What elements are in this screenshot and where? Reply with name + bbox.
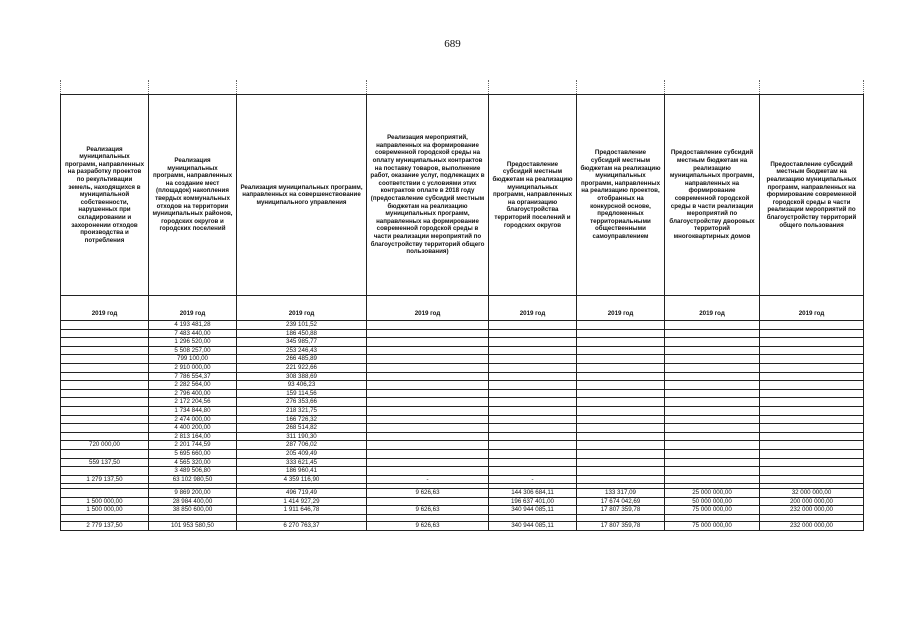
table-cell: 1 279 137,50 — [61, 475, 149, 484]
table-cell — [665, 329, 760, 338]
table-cell — [367, 389, 489, 398]
table-cell — [665, 458, 760, 467]
table-cell: 720 000,00 — [61, 441, 149, 450]
table-cell — [577, 475, 665, 484]
table-body — [61, 321, 864, 531]
table-cell: 1 500 000,00 — [61, 506, 149, 515]
table-cell: 38 850 600,00 — [149, 506, 237, 515]
table-row — [61, 449, 864, 458]
table-cell — [61, 346, 149, 355]
table-cell: 50 000 000,00 — [665, 497, 760, 506]
table-cell — [61, 321, 149, 330]
table-cell — [760, 467, 864, 476]
table-cell — [489, 415, 577, 424]
table-cell — [61, 467, 149, 476]
table-cell — [367, 406, 489, 415]
table-cell — [760, 449, 864, 458]
table-cell — [665, 406, 760, 415]
table-cell — [489, 467, 577, 476]
table-cell — [61, 329, 149, 338]
table-cell: 266 485,89 — [237, 355, 367, 364]
year-label: 2019 год — [61, 296, 149, 321]
table-cell — [367, 355, 489, 364]
table-cell: 311 190,30 — [237, 432, 367, 441]
table-cell: 186 960,41 — [237, 467, 367, 476]
table-cell — [61, 355, 149, 364]
table-cell: 3 489 506,80 — [149, 467, 237, 476]
table-cell — [577, 432, 665, 441]
table-cell: 144 306 684,11 — [489, 489, 577, 498]
table-cell: 17 807 359,78 — [577, 506, 665, 515]
table-row — [61, 415, 864, 424]
table-cell: 287 706,02 — [237, 441, 367, 450]
table-cell — [61, 489, 149, 498]
table-cell: 218 321,75 — [237, 406, 367, 415]
table-cell — [665, 346, 760, 355]
column-header: Реализация муниципальных программ, направленных на разработку проектов по рекультивации земель, находящихся в муниципальной собственности, нарушенных при складировании и захоронении отходов производства и потребления — [61, 95, 149, 296]
table-cell: 496 719,49 — [237, 489, 367, 498]
page-number: 689 — [444, 38, 461, 50]
table-cell: 2 796 400,00 — [149, 389, 237, 398]
table-cell — [760, 329, 864, 338]
table-cell — [760, 515, 864, 522]
table-cell — [760, 424, 864, 433]
table-cell: 9 626,63 — [367, 489, 489, 498]
table-cell: 159 114,56 — [237, 389, 367, 398]
table-cell: 340 944 085,11 — [489, 506, 577, 515]
table-cell: 25 000 000,00 — [665, 489, 760, 498]
table-cell — [489, 406, 577, 415]
table-row — [61, 355, 864, 364]
year-label: 2019 год — [489, 296, 577, 321]
table-row — [61, 441, 864, 450]
table-cell — [367, 415, 489, 424]
table-cell — [665, 475, 760, 484]
table-cell: 4 400 200,00 — [149, 424, 237, 433]
table-cell — [367, 329, 489, 338]
table-cell: 308 388,69 — [237, 372, 367, 381]
table-cell: 5 695 660,00 — [149, 449, 237, 458]
table-cell — [760, 398, 864, 407]
table-cell: 9 869 200,00 — [149, 489, 237, 498]
table-cell: 232 000 000,00 — [760, 506, 864, 515]
table-cell: 799 100,00 — [149, 355, 237, 364]
year-label: 2019 год — [577, 296, 665, 321]
column-header: Предоставление субсидий местным бюджетам на реализацию муниципальных программ, направленных на реализацию проектов, отобранных на конкурсной основе, предложенных территориальными общественными самоуправлением — [577, 95, 665, 296]
table-row — [61, 406, 864, 415]
table-cell — [577, 363, 665, 372]
budget-table — [60, 80, 864, 531]
table-cell — [367, 449, 489, 458]
table-cell — [760, 432, 864, 441]
table-cell — [489, 381, 577, 390]
table-cell — [665, 381, 760, 390]
table-cell: 2 282 564,00 — [149, 381, 237, 390]
table-cell — [577, 515, 665, 522]
table-cell: 2 813 164,00 — [149, 432, 237, 441]
table-cell: 1 414 927,29 — [237, 497, 367, 506]
table-cell: 7 483 440,00 — [149, 329, 237, 338]
table-cell — [367, 441, 489, 450]
table-cell: 239 101,52 — [237, 321, 367, 330]
table-cell — [367, 432, 489, 441]
table-cell — [760, 406, 864, 415]
table-cell: 166 726,32 — [237, 415, 367, 424]
table-row — [61, 398, 864, 407]
table-row — [61, 321, 864, 330]
column-header: Реализация муниципальных программ, направленных на совершенствование муниципального управления — [237, 95, 367, 296]
year-label: 2019 год — [149, 296, 237, 321]
table-cell: 75 000 000,00 — [665, 522, 760, 531]
table-cell — [665, 372, 760, 381]
table-cell — [577, 372, 665, 381]
year-label: 2019 год — [665, 296, 760, 321]
table-cell — [665, 389, 760, 398]
table-cell — [489, 389, 577, 398]
table-cell — [367, 363, 489, 372]
table-cell — [489, 458, 577, 467]
table-cell — [61, 406, 149, 415]
table-cell — [760, 372, 864, 381]
year-label: 2019 год — [367, 296, 489, 321]
table-cell: 28 984 400,00 — [149, 497, 237, 506]
table-cell: 205 409,49 — [237, 449, 367, 458]
table-cell: 200 000 000,00 — [760, 497, 864, 506]
table-cell: 5 508 257,00 — [149, 346, 237, 355]
table-cell: 93 406,23 — [237, 381, 367, 390]
table-cell: 133 317,09 — [577, 489, 665, 498]
table-cell: 559 137,50 — [61, 458, 149, 467]
table-cell: 2 172 204,56 — [149, 398, 237, 407]
header-gap-row — [61, 80, 864, 95]
table-cell — [367, 346, 489, 355]
table-cell — [367, 467, 489, 476]
table-cell — [665, 515, 760, 522]
table-cell — [665, 398, 760, 407]
table-cell — [665, 415, 760, 424]
table-row — [61, 522, 864, 531]
table-cell — [61, 372, 149, 381]
table-cell — [489, 441, 577, 450]
table-row — [61, 381, 864, 390]
table-cell: - — [367, 475, 489, 484]
table-cell: 17 807 359,78 — [577, 522, 665, 531]
table-cell: 333 621,45 — [237, 458, 367, 467]
table-cell — [577, 346, 665, 355]
table-cell: 9 626,63 — [367, 522, 489, 531]
table-cell — [665, 363, 760, 372]
table-cell: 32 000 000,00 — [760, 489, 864, 498]
year-label: 2019 год — [237, 296, 367, 321]
table-row — [61, 389, 864, 398]
table-cell: 75 000 000,00 — [665, 506, 760, 515]
table-cell — [367, 515, 489, 522]
table-row — [61, 458, 864, 467]
table-cell — [577, 449, 665, 458]
table-cell — [489, 372, 577, 381]
table-cell — [61, 449, 149, 458]
table-cell — [237, 515, 367, 522]
table-cell: 232 000 000,00 — [760, 522, 864, 531]
table-cell — [665, 441, 760, 450]
table-cell — [577, 338, 665, 347]
table-cell: 186 450,88 — [237, 329, 367, 338]
table-cell — [61, 381, 149, 390]
table-cell: 2 201 744,59 — [149, 441, 237, 450]
table-cell — [489, 449, 577, 458]
table-cell — [489, 363, 577, 372]
table-cell: 345 985,77 — [237, 338, 367, 347]
table-cell — [760, 338, 864, 347]
table-cell — [577, 458, 665, 467]
table-cell — [665, 424, 760, 433]
table-cell — [760, 441, 864, 450]
table-cell — [489, 398, 577, 407]
column-headers — [61, 95, 864, 296]
table-cell — [61, 398, 149, 407]
table-cell — [577, 398, 665, 407]
table-cell — [367, 338, 489, 347]
table-cell — [367, 372, 489, 381]
table-cell: 2 474 000,00 — [149, 415, 237, 424]
table-cell: 1 734 844,80 — [149, 406, 237, 415]
table-row — [61, 329, 864, 338]
table-cell: 101 953 580,50 — [149, 522, 237, 531]
table-cell: 63 102 980,50 — [149, 475, 237, 484]
table-cell: 268 514,82 — [237, 424, 367, 433]
table-cell — [760, 415, 864, 424]
table-cell — [577, 329, 665, 338]
table-cell: 2 910 000,00 — [149, 363, 237, 372]
table-cell — [489, 338, 577, 347]
budget-table-sheet — [60, 80, 863, 531]
table-cell — [577, 415, 665, 424]
table-cell — [665, 321, 760, 330]
table-cell — [61, 363, 149, 372]
table-cell — [577, 355, 665, 364]
column-header: Предоставление субсидий местным бюджетам на реализацию муниципальных программ, направленных на формирование современной городской среды в части реализации мероприятий по благоустройству дворовых территорий многоквартирных домов — [665, 95, 760, 296]
table-cell — [760, 355, 864, 364]
table-cell: 9 626,63 — [367, 506, 489, 515]
table-cell — [760, 346, 864, 355]
table-row — [61, 338, 864, 347]
table-cell — [577, 389, 665, 398]
table-cell — [489, 346, 577, 355]
table-row — [61, 363, 864, 372]
column-header: Предоставление субсидий местным бюджетам на реализацию муниципальных программ, направленных на формирование современной городской среды в части реализации мероприятий по благоустройству территорий общего пользования — [760, 95, 864, 296]
table-cell — [577, 467, 665, 476]
table-row — [61, 475, 864, 484]
table-row — [61, 372, 864, 381]
table-row — [61, 346, 864, 355]
table-cell — [760, 458, 864, 467]
table-cell — [61, 515, 149, 522]
table-cell — [489, 432, 577, 441]
table-cell — [149, 515, 237, 522]
table-cell: 221 922,66 — [237, 363, 367, 372]
table-row — [61, 424, 864, 433]
table-cell: 17 674 042,69 — [577, 497, 665, 506]
table-cell: 4 193 481,28 — [149, 321, 237, 330]
table-cell — [665, 467, 760, 476]
year-row — [61, 296, 864, 321]
table-cell — [760, 389, 864, 398]
year-label: 2019 год — [760, 296, 864, 321]
table-cell — [61, 432, 149, 441]
table-row — [61, 489, 864, 498]
table-cell — [61, 424, 149, 433]
table-cell — [367, 424, 489, 433]
table-cell — [367, 398, 489, 407]
table-row — [61, 467, 864, 476]
table-cell — [577, 321, 665, 330]
table-cell — [665, 338, 760, 347]
table-cell — [577, 406, 665, 415]
table-cell — [760, 475, 864, 484]
table-row — [61, 432, 864, 441]
table-cell: 340 944 085,11 — [489, 522, 577, 531]
table-row — [61, 497, 864, 506]
table-cell — [577, 441, 665, 450]
table-cell — [61, 389, 149, 398]
table-cell — [61, 338, 149, 347]
table-cell: 4 565 320,00 — [149, 458, 237, 467]
table-cell: 276 353,66 — [237, 398, 367, 407]
table-cell: - — [489, 475, 577, 484]
table-cell — [489, 329, 577, 338]
table-cell: 2 779 137,50 — [61, 522, 149, 531]
table-cell — [367, 321, 489, 330]
table-cell — [665, 355, 760, 364]
table-row — [61, 506, 864, 515]
table-row — [61, 515, 864, 522]
table-cell — [760, 363, 864, 372]
table-cell — [665, 432, 760, 441]
table-cell — [665, 449, 760, 458]
table-cell — [367, 458, 489, 467]
table-cell: 4 359 116,90 — [237, 475, 367, 484]
table-cell: 196 637 401,00 — [489, 497, 577, 506]
column-header: Реализация муниципальных программ, направленных на создание мест (площадок) накопления твердых коммунальных отходов на территории муниципальных районов, городских округов и городских поселений — [149, 95, 237, 296]
table-cell: 6 270 763,37 — [237, 522, 367, 531]
column-header: Реализация мероприятий, направленных на формирование современной городской среды на оплату муниципальных контрактов на поставку товаров, выполнение работ, оказание услуг, подлежащих в соответствии с условиями этих контрактов оплате в 2018 году (предоставление субсидий местным бюджетам на реализацию муниципальных программ, направленных на формирование современной городской среды в части реализации мероприятий по благоустройству территорий общего пользования) — [367, 95, 489, 296]
table-cell — [489, 424, 577, 433]
table-cell: 253 246,43 — [237, 346, 367, 355]
table-cell: 7 786 554,37 — [149, 372, 237, 381]
table-cell — [577, 381, 665, 390]
table-cell — [760, 381, 864, 390]
table-cell — [577, 424, 665, 433]
table-cell: 1 296 520,00 — [149, 338, 237, 347]
table-cell: 1 500 000,00 — [61, 497, 149, 506]
table-cell — [489, 355, 577, 364]
column-header: Предоставление субсидий местным бюджетам на реализацию муниципальных программ, направленных на организацию благоустройства территорий поселений и городских округов — [489, 95, 577, 296]
table-cell — [367, 381, 489, 390]
table-cell — [760, 321, 864, 330]
table-cell — [489, 321, 577, 330]
table-cell — [367, 497, 489, 506]
table-cell — [489, 515, 577, 522]
table-cell: 1 911 646,78 — [237, 506, 367, 515]
table-cell — [61, 415, 149, 424]
